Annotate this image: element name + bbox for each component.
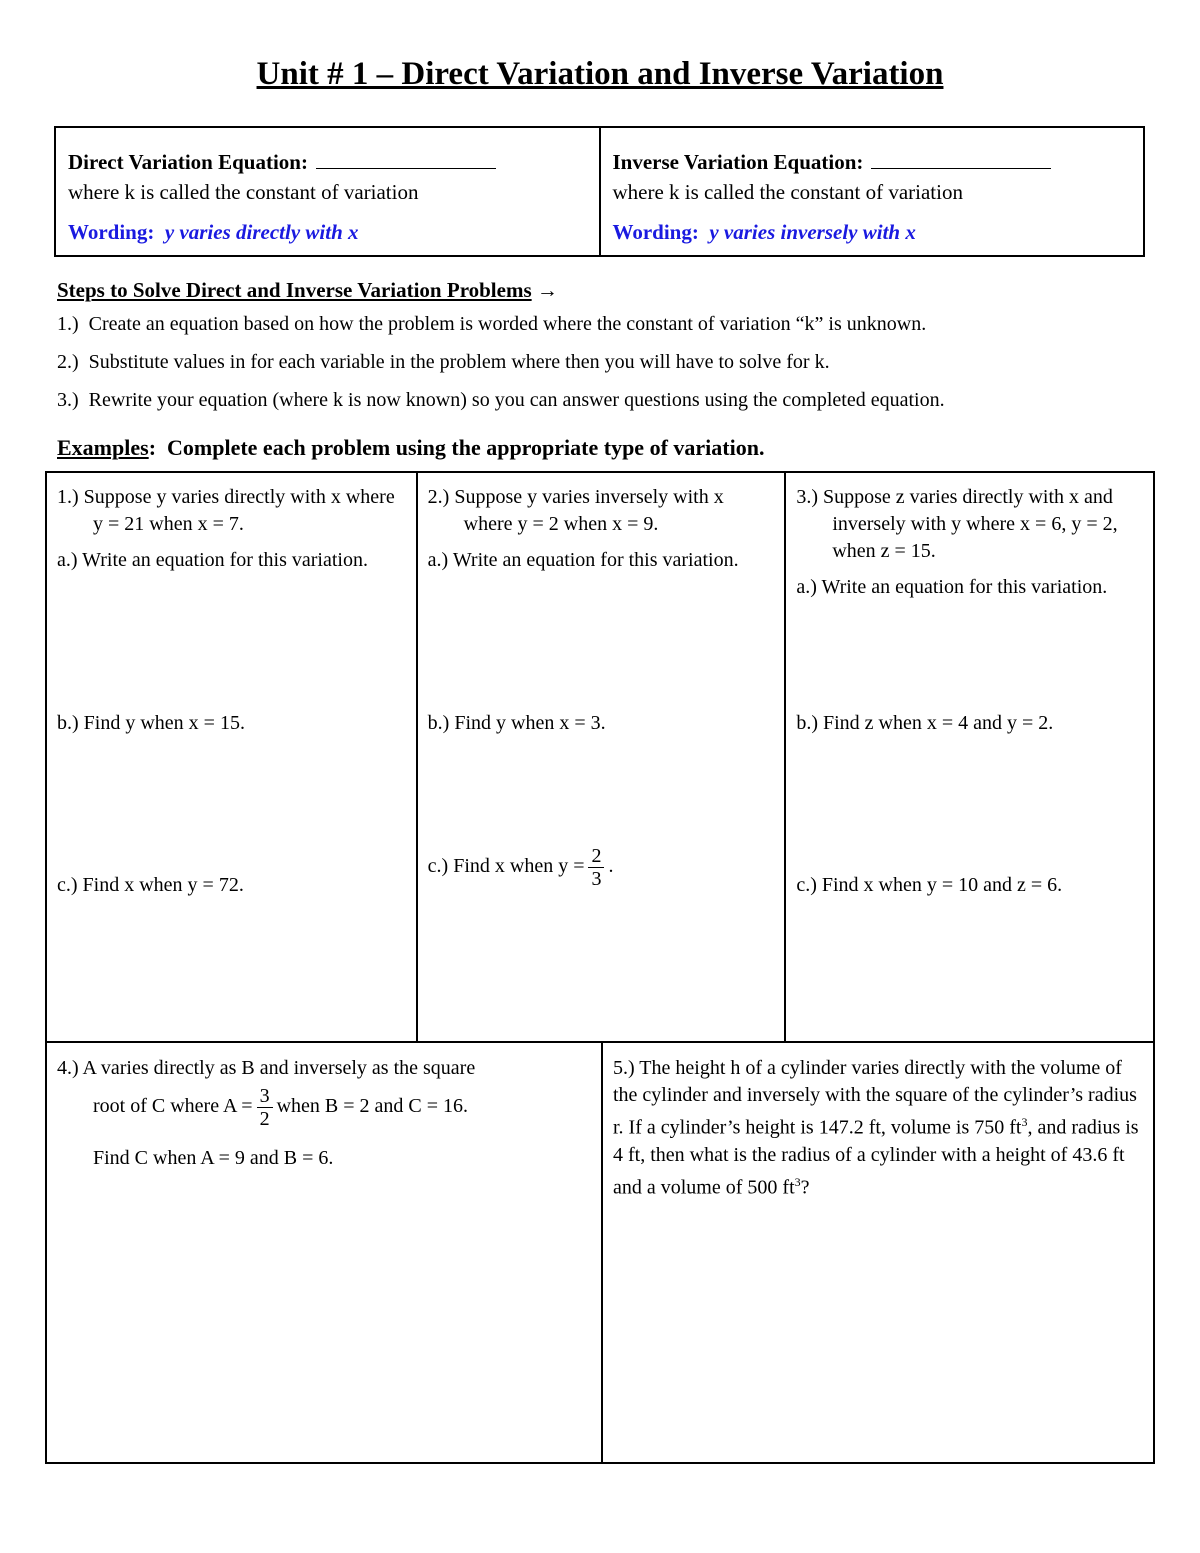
problem-1-part-c: c.) Find x when y = 72. [57,874,244,896]
problem-3-part-a: a.) Write an equation for this variation. [796,576,1108,598]
problem-3-part-c: c.) Find x when y = 10 and z = 6. [796,874,1063,896]
step-number: 3.) [57,389,79,411]
problem-2-part-c-text: c.) Find x when y = [427,855,585,878]
step-number: 2.) [57,351,79,373]
problem-1-part-a: a.) Write an equation for this variation. [57,549,368,571]
problem-4-line-2-text: root of C where A = [93,1095,253,1118]
direct-constant-note: where k is called the constant of variation [68,180,419,204]
inverse-wording-label: Wording: [612,220,699,244]
step-text: Rewrite your equation (where k is now known) so you can answer questions using the completed equation. [88,389,945,411]
inverse-constant-note: where k is called the constant of variation [612,180,963,204]
page-title: Unit # 1 – Direct Variation and Inverse Variation [256,56,944,92]
problem-3-cell [784,473,1153,1041]
fraction-numerator: 3 [257,1085,273,1108]
examples-grid-bottom [45,1041,1155,1464]
fraction-denominator: 3 [591,868,602,890]
problem-5-cell [601,1043,1153,1462]
problem-1-part-b: b.) Find y when x = 15. [57,712,245,734]
inverse-variation-cell [599,128,1144,255]
direct-equation-blank[interactable] [316,148,496,169]
inverse-wording-text: y varies inversely with x [709,220,916,244]
problem-2-part-a: a.) Write an equation for this variation. [427,549,739,571]
direct-variation-cell [56,128,599,255]
problem-4-line-1: 4.) A varies directly as B and inversely as the square [57,1057,476,1079]
inverse-equation-blank[interactable] [871,148,1051,169]
arrow-icon: → [536,278,558,302]
step-3 [57,389,945,412]
direct-wording-text: y varies directly with x [164,220,359,244]
fraction-denominator: 2 [259,1108,270,1130]
problem-4-line-3: Find C when A = 9 and B = 6. [93,1147,334,1169]
problem-5-part-1: 5.) The height h of a cylinder varies directly with the volume of the cylinder and inversely with the square of the cylinder’s radius r. If a cylinder’s height is 147.2 ft, volume is 750 ft [613,1057,1137,1139]
problem-3-stem: 3.) Suppose z varies directly with x and inversely with y where x = 6, y = 2, when z = 15. [796,486,1118,562]
fraction [257,1085,273,1130]
direct-wording [68,217,587,247]
problem-4-cell [47,1043,601,1462]
definitions-box [54,126,1145,257]
exponent: 3 [1021,1115,1028,1129]
examples-grid-top [45,471,1155,1043]
steps-heading [57,278,558,303]
problem-1-stem: 1.) Suppose y varies directly with x where y = 21 when x = 7. [57,486,395,535]
direct-wording-label: Wording: [68,220,155,244]
period: . [608,855,614,878]
fraction-numerator: 2 [588,845,604,868]
inverse-equation-label: Inverse Variation Equation: [612,150,864,174]
problem-2-cell [416,473,785,1041]
examples-heading: Examples: Complete each problem using the appropriate type of variation. [57,435,765,460]
problem-2-part-c [428,845,777,890]
problem-1-cell [47,473,416,1041]
problem-2-part-b: b.) Find y when x = 3. [427,712,606,734]
step-2 [57,351,830,374]
step-number: 1.) [57,313,79,335]
exponent: 3 [794,1174,801,1189]
fraction [588,845,604,890]
examples-label: Examples [57,435,149,460]
problem-5-part-3: ? [800,1176,810,1199]
direct-equation-label: Direct Variation Equation: [68,150,308,174]
problem-5-text [613,1055,1139,1201]
step-text: Create an equation based on how the problem is worded where the constant of variation “k” is unknown. [88,313,927,335]
problem-2-stem: 2.) Suppose y varies inversely with x where y = 2 when x = 9. [427,486,724,535]
problem-3-part-b: b.) Find z when x = 4 and y = 2. [796,712,1054,734]
inverse-wording [613,217,1132,247]
step-text: Substitute values in for each variable in the problem where then you will have to solve for k. [88,351,830,373]
problem-5-part-2: , and radius is 4 ft, then what is the radius of a cylinder with a height of 43.6 ft and a volume of 500 ft [613,1116,1139,1199]
steps-heading-text: Steps to Solve Direct and Inverse Variation Problems [57,278,532,302]
step-1 [57,313,926,336]
problem-4-line-2-suffix: when B = 2 and C = 16. [276,1095,469,1118]
problem-4-line-2 [93,1085,593,1130]
examples-instruction: Complete each problem using the appropriate type of variation. [167,435,765,460]
